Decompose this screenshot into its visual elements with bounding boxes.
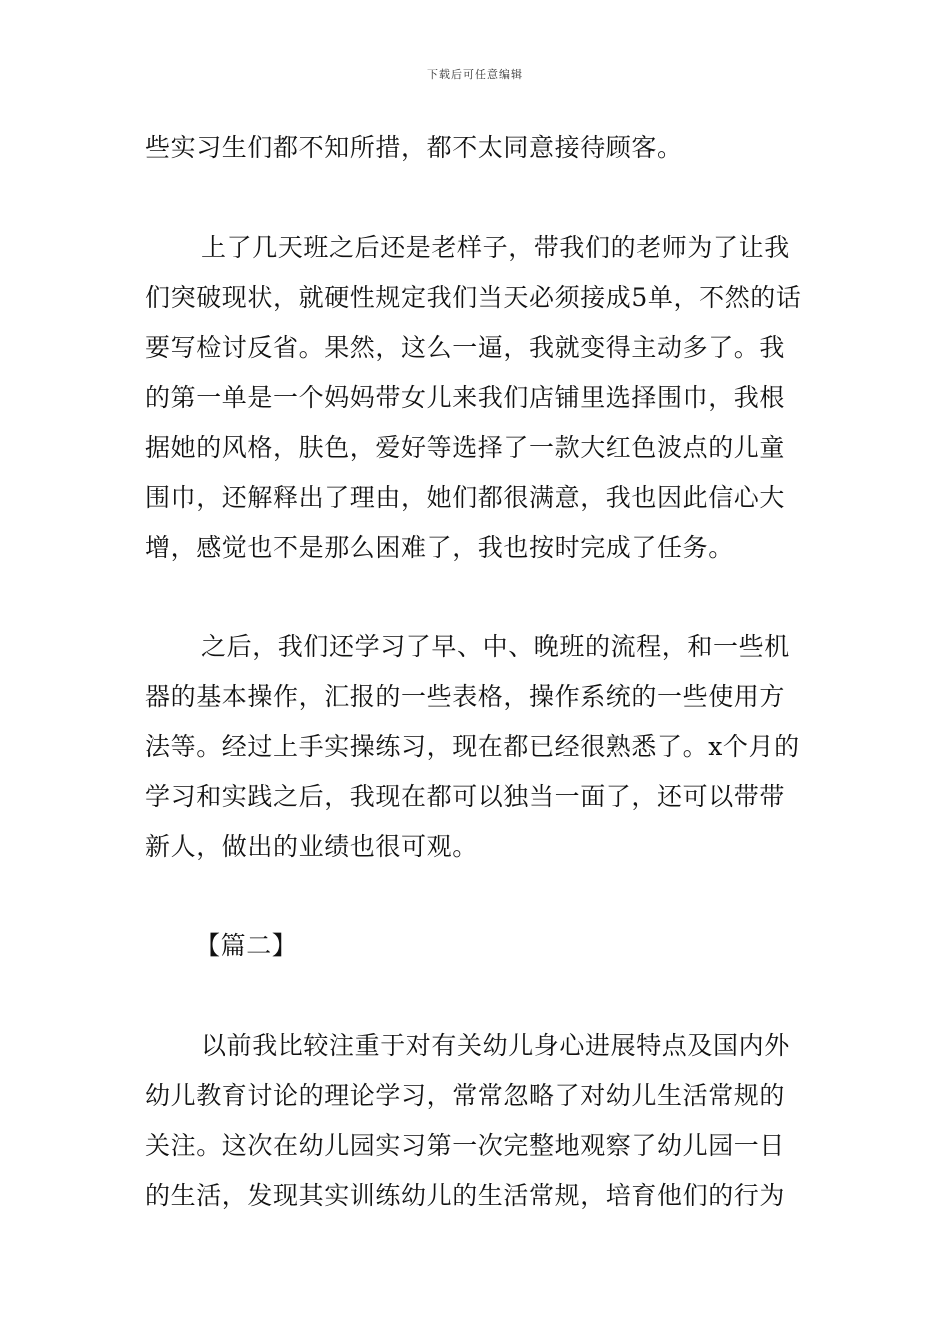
text-line: 围巾，还解释出了理由，她们都很满意，我也因此信心大 bbox=[145, 483, 786, 512]
text-line: 以前我比较注重于对有关幼儿身心进展特点及国内外 bbox=[201, 1031, 790, 1060]
text-line: 上了几天班之后还是老样子，带我们的老师为了让我 bbox=[201, 233, 790, 262]
text-line: 们突破现状，就硬性规定我们当天必须接成5单，不然的话 bbox=[145, 283, 802, 312]
text-line: 新人，做出的业绩也很可观。 bbox=[145, 832, 478, 861]
text-line: 的第一单是一个妈妈带女儿来我们店铺里选择围巾，我根 bbox=[145, 383, 786, 412]
section-heading: 【篇二】 bbox=[195, 931, 298, 960]
text-line: 据她的风格，肤色，爱好等选择了一款大红色波点的儿童 bbox=[145, 433, 786, 462]
text-line: 幼儿教育讨论的理论学习，常常忽略了对幼儿生活常规的 bbox=[145, 1081, 786, 1110]
page-header-note: 下载后可任意编辑 bbox=[427, 68, 523, 81]
text-line: 法等。经过上手实操练习，现在都已经很熟悉了。x个月的 bbox=[145, 732, 800, 761]
text-line: 要写检讨反省。果然，这么一逼，我就变得主动多了。我 bbox=[145, 333, 786, 362]
text-line: 的生活，发现其实训练幼儿的生活常规，培育他们的行为 bbox=[145, 1181, 786, 1210]
text-line: 些实习生们都不知所措，都不太同意接待顾客。 bbox=[145, 133, 683, 162]
text-line: 之后，我们还学习了早、中、晚班的流程，和一些机 bbox=[201, 632, 790, 661]
text-line: 关注。这次在幼儿园实习第一次完整地观察了幼儿园一日 bbox=[145, 1131, 786, 1160]
text-line: 学习和实践之后，我现在都可以独当一面了，还可以带带 bbox=[145, 782, 786, 811]
text-line: 器的基本操作，汇报的一些表格，操作系统的一些使用方 bbox=[145, 682, 786, 711]
text-line: 增，感觉也不是那么困难了，我也按时完成了任务。 bbox=[145, 533, 734, 562]
